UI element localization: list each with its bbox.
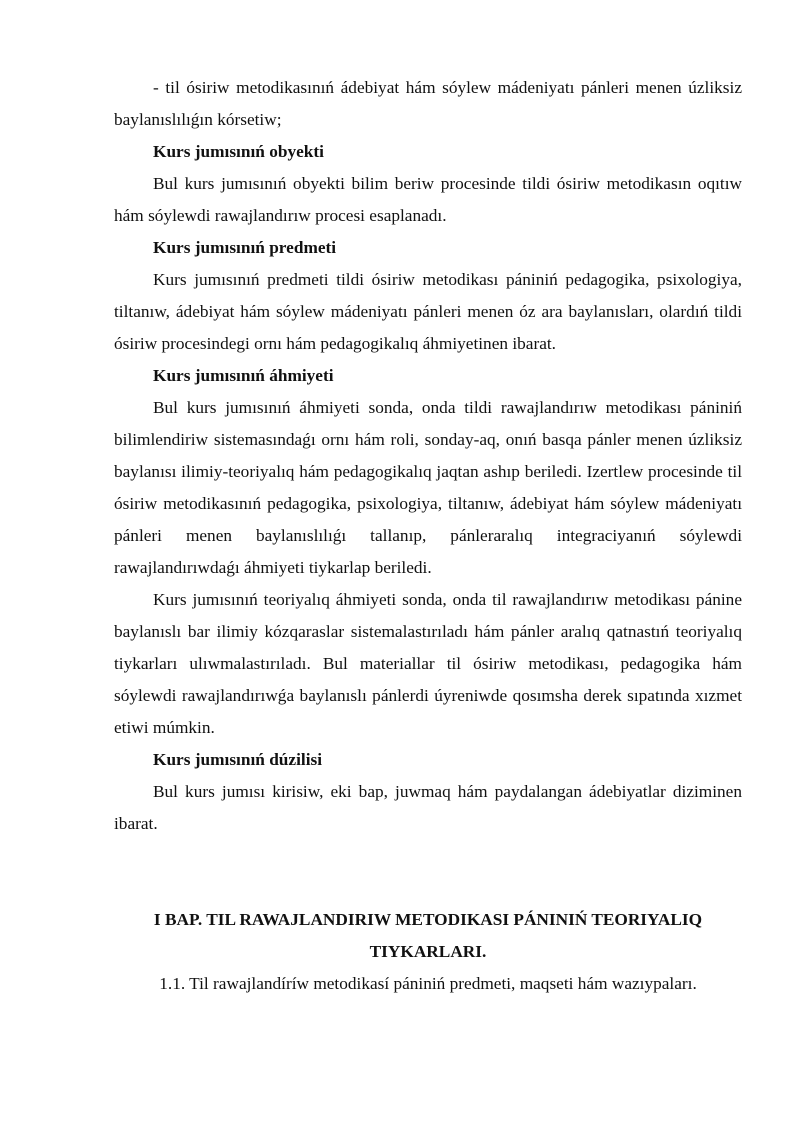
importance-paragraph-1: Bul kurs jumısınıń áhmiyeti sonda, onda tildi rawajlandırıw metodikası pániniń bilimlendiriw sistemasındaǵı ornı hám roli, sonday-aq, onıń basqa pánler menen úzliksiz baylanısı ilimiy-teoriyalıq hám pedagogikalıq jaqtan ashıp beriledi. Izertlew procesinde til ósiriw metodikasınıń pedagogika, psixologiya, tiltanıw, ádebiyat hám sóylew mádeniyatı pánleri menen baylanıslılıǵı tallanıp, pánlerаralıq integraciyanıń sóylewdi rawajlandırıwdaǵı áhmiyeti tiykarlap beriledi. — [114, 398, 742, 577]
intro-bullet-paragraph: - til ósiriw metodikasınıń ádebiyat hám sóylew mádeniyatı pánleri menen úzliksiz baylanıslılıǵın kórsetiw; — [114, 78, 742, 129]
subject-paragraph: Kurs jumısınıń predmeti tildi ósiriw metodikası pániniń pedagogika, psixologiya, tiltanıw, ádebiyat hám sóylew mádeniyatı pánleri menen óz ara baylanısları, olardıń tildi ósiriw procesindegi ornı hám pedagogikalıq áhmiyetinen ibarat. — [114, 270, 742, 353]
structure-heading: Kurs jumısınıń dúzilisi — [153, 750, 323, 769]
structure-paragraph: Bul kurs jumısı kirisiw, eki bap, juwmaq hám paydalangan ádebiyatlar diziminen ibarat. — [114, 782, 742, 833]
importance-paragraph-2: Kurs jumısınıń teoriyalıq áhmiyeti sonda, onda til rawajlandırıw metodikası pánine baylanıslı bar ilimiy kózqaraslar sistemalastırıladı hám pánler aralıq qatnastıń teoriyalıq tiykarları ulıwmalastırıladı. Bul materiallar til ósiriw metodikası, pedagogika hám sóylewdi rawajlandırıwǵa baylanıslı pánlerdi úyreniwde qosımsha derek sıpatında xızmet etiwi múmkin. — [114, 590, 742, 737]
subsection-title: 1.1. Til rawajlandíríw metodikasí pániniń predmeti, maqseti hám wazıypaları. — [159, 974, 697, 993]
object-paragraph: Bul kurs jumısınıń obyekti bilim beriw procesinde tildi ósiriw metodikasın oqıtıw hám sóylewdi rawajlandırıw procesi esaplanadı. — [114, 174, 742, 225]
importance-heading: Kurs jumısınıń áhmiyeti — [153, 366, 334, 385]
section-spacer — [114, 840, 742, 904]
document-body — [114, 72, 742, 1000]
subject-heading: Kurs jumısınıń predmeti — [153, 238, 337, 257]
chapter-title: I BAP. TIL RAWAJLANDIRIW METODIKASI PÁNINIŃ TEORIYALIQ TIYKARLARI. — [153, 910, 703, 961]
object-heading: Kurs jumısınıń obyekti — [153, 142, 324, 161]
